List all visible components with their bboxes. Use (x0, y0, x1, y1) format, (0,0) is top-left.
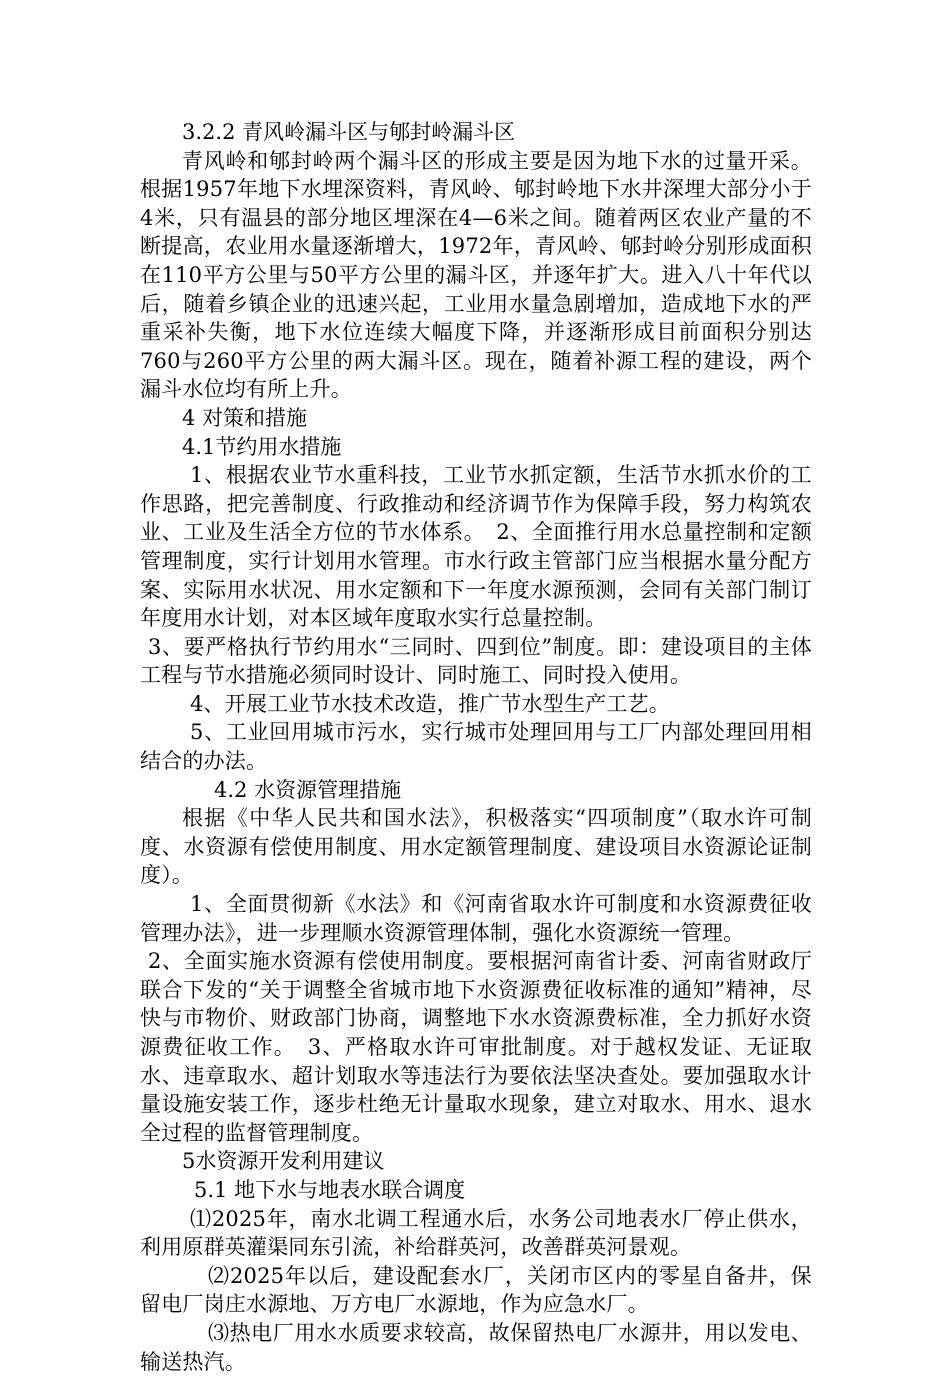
section-heading-4: 4 对策和措施 (182, 405, 308, 430)
paragraph-water-saving-5: 5、工业回用城市污水，实行城市处理回用与工厂内部处理回用相结合的办法。 (140, 720, 812, 774)
section-heading-5-1: 5.1 地下水与地表水联合调度 (194, 1177, 466, 1202)
paragraph-water-law: 根据《中华人民共和国水法》，积极落实“四项制度”（取水许可制度、水资源有偿使用制度、用水定额管理制度、建设项目水资源论证制度）。 (140, 806, 812, 888)
paragraph-suggestion-2: ⑵2025年以后，建设配套水厂，关闭市区内的零星自备井，保留电厂岗庄水源地、万方电厂水源地，作为应急水厂。 (140, 1263, 812, 1317)
paragraph-water-saving-1-2: 1、根据农业节水重科技，工业节水抓定额，生活节水抓水价的工作思路，把完善制度、行政推动和经济调节作为保障手段，努力构筑农业、工业及生活全方位的节水体系。 2、全面推行用水总量控制和定额管理制度，实行计划用水管理。市水行政主管部门应当根据水量分配方案、实际用水状况、用水定额和下一年度水源预测，会同有关部门制订年度用水计划，对本区域年度取水实行总量控制。 (140, 463, 812, 631)
paragraph-suggestion-1: ⑴2025年，南水北调工程通水后，水务公司地表水厂停止供水，利用原群英灌渠同东引流，补给群英河，改善群英河景观。 (140, 1206, 812, 1260)
section-heading-3-2-2: 3.2.2 青风岭漏斗区与郇封岭漏斗区 (182, 120, 516, 144)
paragraph-water-saving-3: 3、要严格执行节约用水“三同时、四到位”制度。即：建设项目的主体工程与节水措施必须同时设计、同时施工、同时投入使用。 (140, 634, 812, 688)
section-heading-4-1: 4.1节约用水措施 (182, 434, 342, 459)
paragraph-suggestion-3: ⑶热电厂用水水质要求较高，故保留热电厂水源井，用以发电、输送热汽。 (140, 1320, 812, 1374)
document-page (140, 118, 812, 1376)
paragraph-water-saving-4: 4、开展工业节水技术改造，推广节水型生产工艺。 (190, 691, 670, 716)
paragraph-management-1: 1、全面贯彻新《水法》和《河南省取水许可制度和水资源费征收管理办法》，进一步理顺水资源管理体制，强化水资源统一管理。 (140, 892, 812, 945)
paragraph-management-2-3: 2、全面实施水资源有偿使用制度。要根据河南省计委、河南省财政厅联合下发的“关于调整全省城市地下水资源费征收标准的通知”精神，尽快与市物价、财政部门协商，调整地下水水资源费标准，全力抓好水资源费征收工作。 3、严格取水许可审批制度。对于越权发证、无证取水、违章取水、超计划取水等违法行为要依法坚决查处。要加强取水计量设施安装工作，逐步杜绝无计量取水现象，建立对取水、用水、退水全过程的监督管理制度。 (140, 949, 812, 1145)
section-heading-5: 5水资源开发利用建议 (182, 1149, 385, 1174)
paragraph-funnel-formation: 青风岭和郇封岭两个漏斗区的形成主要是因为地下水的过量开采。根据1957年地下水埋深资料，青风岭、郇封岭地下水井深埋大部分小于4米，只有温县的部分地区埋深在4—6米之间。随着两区农业产量的不断提高，农业用水量逐渐增大，1972年，青风岭、郇封岭分别形成面积在110平方公里与50平方公里的漏斗区，并逐年扩大。进入八十年代以后，随着乡镇企业的迅速兴起，工业用水量急剧增加，造成地下水的严重采补失衡，地下水位连续大幅度下降，并逐渐形成目前面积分别达760与260平方公里的两大漏斗区。现在，随着补源工程的建设，两个漏斗水位均有所上升。 (140, 148, 812, 402)
section-heading-4-2: 4.2 水资源管理措施 (214, 777, 402, 802)
